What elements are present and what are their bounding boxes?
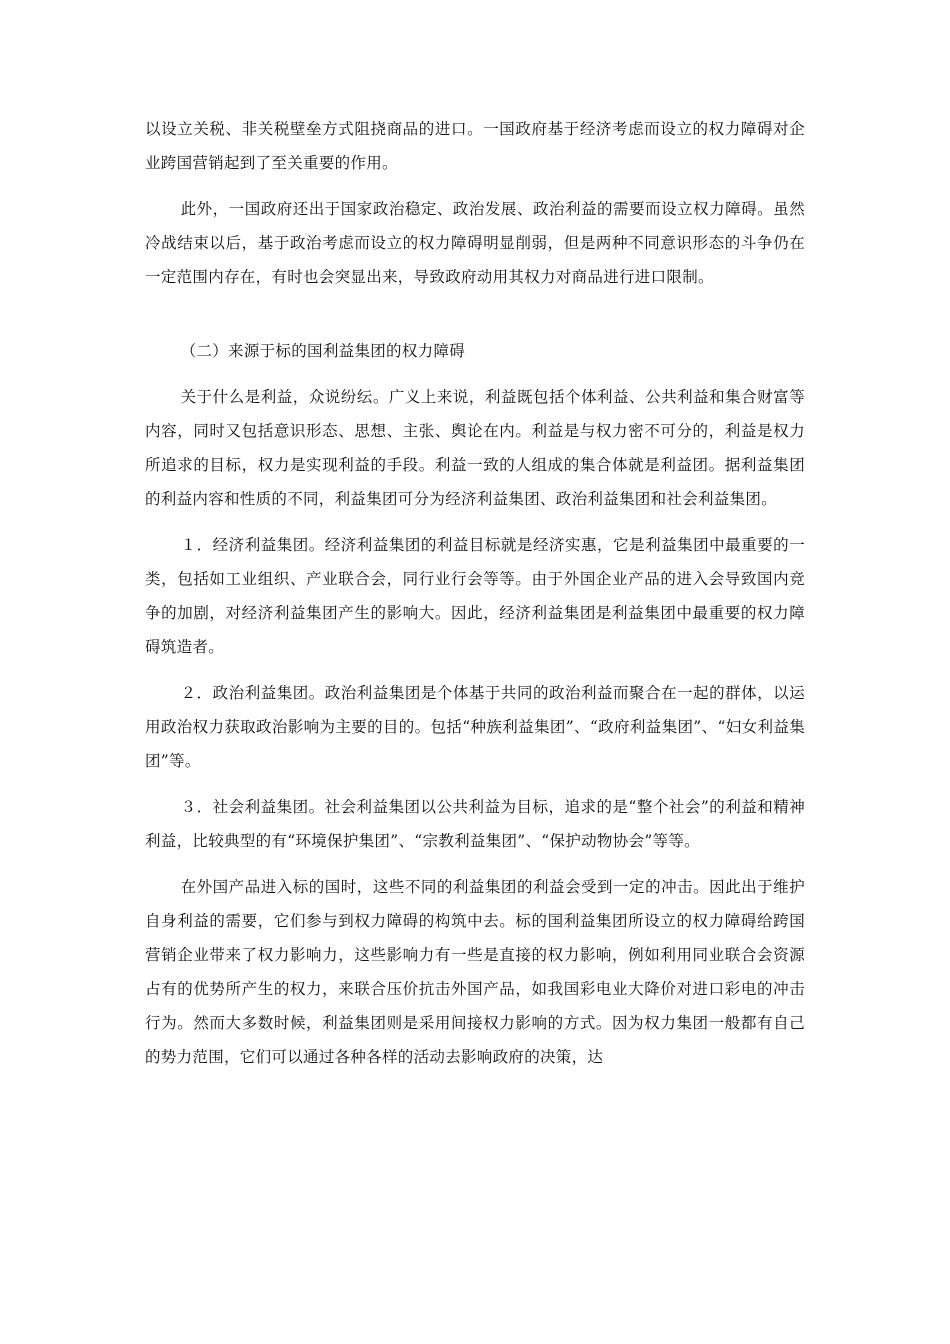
list-item-social-groups: ３．社会利益集团。社会利益集团以公共利益为目标，追求的是“整个社会”的利益和精神利益，比较典型的有“环境保护集团”、“宗教利益集团”、“保护动物协会”等等。 <box>145 798 805 850</box>
list-item-political-groups: ２．政治利益集团。政治利益集团是个体基于共同的政治利益而聚合在一起的群体，以运用政治权力获取政治影响为主要的目的。包括“种族利益集团”、“政府利益集团”、“妇女利益集团”等。 <box>145 684 805 770</box>
paragraph-interest-definition: 关于什么是利益，众说纷纭。广义上来说，利益既包括个体利益、公共利益和集合财富等内容，同时又包括意识形态、思想、主张、舆论在内。利益是与权力密不可分的，利益是权力所追求的目标，权力是实现利益的手段。利益一致的人组成的集合体就是利益团。据利益集团的利益内容和性质的不同，利益集团可分为经济利益集团、政治利益集团和社会利益集团。 <box>145 388 805 508</box>
section-heading: （二）来源于标的国利益集团的权力障碍 <box>180 342 466 360</box>
paragraph-continued: 以设立关税、非关税壁垒方式阻挠商品的进口。一国政府基于经济考虑而设立的权力障碍对企业跨国营销起到了至关重要的作用。 <box>145 120 805 172</box>
list-item-economic-groups: １．经济利益集团。经济利益集团的利益目标就是经济实惠，它是利益集团中最重要的一类，包括如工业组织、产业联合会，同行业行会等等。由于外国企业产品的进入会导致国内竞争的加剧，对经济利益集团产生的影响大。因此，经济利益集团是利益集团中最重要的权力障碍筑造者。 <box>145 536 805 656</box>
paragraph-impact: 在外国产品进入标的国时，这些不同的利益集团的利益会受到一定的冲击。因此出于维护自身利益的需要，它们参与到权力障碍的构筑中去。标的国利益集团所设立的权力障碍给跨国营销企业带来了权力影响力，这些影响力有一些是直接的权力影响，例如利用同业联合会资源占有的优势所产生的权力，来联合压价抗击外国产品，如我国彩电业大降价对进口彩电的冲击行为。然而大多数时候，利益集团则是采用间接权力影响的方式。因为权力集团一般都有自己的势力范围，它们可以通过各种各样的活动去影响政府的决策，达 <box>145 878 805 1066</box>
paragraph-political-barriers: 此外，一国政府还出于国家政治稳定、政治发展、政治利益的需要而设立权力障碍。虽然冷战结束以后，基于政治考虑而设立的权力障碍明显削弱，但是两种不同意识形态的斗争仍在一定范围内存在，有时也会突显出来，导致政府动用其权力对商品进行进口限制。 <box>145 200 805 286</box>
document-body <box>145 112 805 1086</box>
